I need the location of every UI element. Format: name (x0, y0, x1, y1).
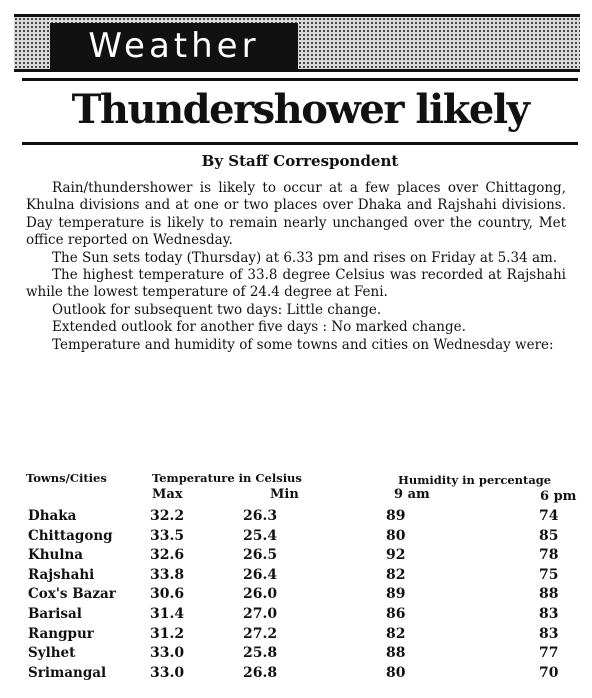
towns-header: Towns/Cities (26, 471, 107, 485)
max-temp-cell: 31.2 (150, 625, 185, 642)
min-temp-cell: 26.0 (243, 586, 278, 603)
humidity-9am-cell: 89 (386, 586, 406, 603)
max-temp-cell: 33.0 (150, 645, 185, 662)
max-temp-cell: 32.2 (150, 508, 185, 524)
min-temp-cell: 26.5 (243, 547, 278, 564)
min-temp-cell: 27.0 (243, 606, 278, 622)
town-cell: Cox's Bazar (28, 586, 116, 603)
temperature-header: Temperature in Celsius (152, 471, 302, 485)
table-row (0, 625, 592, 644)
humidity-9am-cell: 82 (386, 566, 406, 583)
max-header: Max (152, 487, 183, 502)
humidity-9am-cell: 82 (386, 625, 406, 642)
paragraph: Rain/thundershower is likely to occur at a few places over Chittagong, Khulna divisions and at one or two places over Dhaka and Rajshahi divisions. Day temperature is likely to remain nearly unchanged over the country, Met office reported on Wednesday. (26, 180, 566, 249)
town-cell: Sylhet (28, 645, 76, 662)
max-temp-cell: 33.8 (150, 566, 185, 583)
town-cell: Dhaka (28, 508, 77, 524)
humidity-6pm-cell: 85 (539, 527, 559, 544)
humidity-6pm-cell: 74 (539, 508, 559, 524)
min-temp-cell: 25.4 (243, 527, 278, 544)
paragraph: Temperature and humidity of some towns and cities on Wednesday were: (52, 336, 554, 353)
min-header: Min (270, 487, 299, 502)
max-temp-cell: 33.5 (150, 527, 185, 544)
town-cell: Barisal (28, 606, 82, 622)
section-banner (14, 14, 580, 72)
town-cell: Chittagong (28, 527, 113, 544)
humidity-6pm-cell: 78 (539, 547, 559, 564)
table-row (0, 644, 592, 663)
max-temp-cell: 32.6 (150, 547, 185, 564)
paragraph: The Sun sets today (Thursday) at 6.33 pm and rises on Friday at 5.34 am. (52, 249, 558, 266)
table-row (0, 585, 592, 604)
article-body (26, 180, 566, 354)
nine-am-header: 9 am (394, 487, 430, 502)
humidity-6pm-cell: 75 (539, 566, 559, 583)
humidity-6pm-cell: 70 (539, 664, 559, 681)
table-row (0, 605, 592, 624)
byline: By Staff Correspondent (201, 152, 399, 170)
humidity-header: Humidity in percentage (398, 473, 552, 487)
humidity-9am-cell: 92 (386, 547, 406, 564)
six-pm-header: 6 pm (540, 489, 577, 504)
humidity-9am-cell: 88 (386, 645, 406, 662)
section-label: Weather (50, 23, 298, 69)
paragraph: Outlook for subsequent two days: Little change. (52, 301, 382, 318)
min-temp-cell: 26.4 (243, 566, 278, 583)
humidity-6pm-cell: 83 (539, 625, 559, 642)
town-cell: Khulna (28, 547, 84, 564)
humidity-9am-cell: 80 (386, 664, 406, 681)
table-row (0, 546, 592, 565)
table-row (0, 664, 592, 683)
table-row (0, 507, 592, 526)
town-cell: Rajshahi (28, 566, 95, 583)
humidity-6pm-cell: 83 (539, 606, 559, 622)
headline: Thundershower likely (71, 86, 529, 133)
humidity-9am-cell: 86 (386, 606, 406, 622)
min-temp-cell: 27.2 (243, 625, 278, 642)
max-temp-cell: 33.0 (150, 664, 185, 681)
table-row (0, 527, 592, 546)
paragraph: The highest temperature of 33.8 degree Celsius was recorded at Rajshahi while the lowest temperature of 24.4 degree at Feni. (26, 267, 566, 301)
humidity-9am-cell: 80 (386, 527, 406, 544)
table-row (0, 566, 592, 585)
humidity-6pm-cell: 77 (539, 645, 559, 662)
min-temp-cell: 26.3 (243, 508, 278, 524)
min-temp-cell: 25.8 (243, 645, 278, 662)
town-cell: Srimangal (28, 664, 107, 681)
humidity-6pm-cell: 88 (539, 586, 559, 603)
max-temp-cell: 30.6 (150, 586, 185, 603)
humidity-9am-cell: 89 (386, 508, 406, 524)
headline-rule-bottom (22, 142, 578, 145)
town-cell: Rangpur (28, 625, 94, 642)
max-temp-cell: 31.4 (150, 606, 185, 622)
min-temp-cell: 26.8 (243, 664, 278, 681)
paragraph: Extended outlook for another five days : No marked change. (52, 319, 466, 336)
